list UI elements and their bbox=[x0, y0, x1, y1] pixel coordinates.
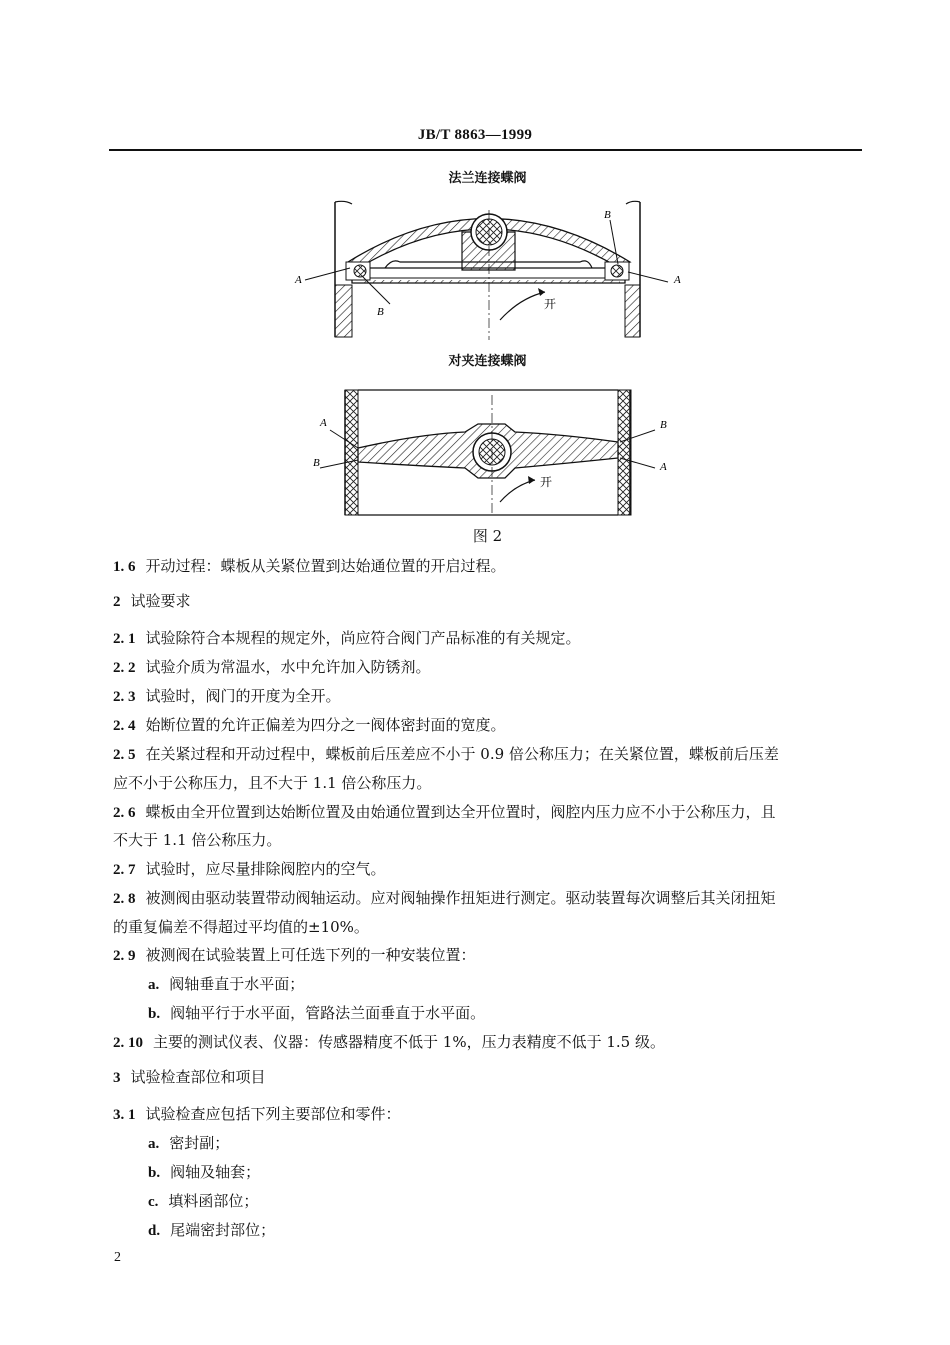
label-b-right: B bbox=[604, 209, 611, 221]
para-2-1: 2. 1 试验除符合本规程的规定外，尚应符合阀门产品标准的有关规定。 bbox=[113, 629, 581, 647]
label-open-wafer: 开 bbox=[540, 475, 553, 489]
para-2-4: 2. 4 始断位置的允许正偏差为四分之一阀体密封面的宽度。 bbox=[113, 716, 506, 734]
para-2-8: 2. 8 被测阀由驱动装置带动阀轴运动。应对阀轴操作扭矩进行测定。驱动装置每次调整后其关闭扭矩 bbox=[113, 889, 776, 907]
figure-title-wafer: 对夹连接蝶阀 bbox=[448, 354, 527, 369]
label-a-right: A bbox=[674, 274, 681, 286]
section-3-heading: 3 试验检查部位和项目 bbox=[113, 1068, 266, 1086]
label-a-wafer-left: A bbox=[320, 417, 327, 429]
para-3-1: 3. 1 试验检查应包括下列主要部位和零件： bbox=[113, 1105, 401, 1123]
para-3-1-d: d. 尾端密封部位； bbox=[148, 1221, 276, 1239]
para-3-1-c: c. 填料函部位； bbox=[148, 1192, 259, 1210]
para-2-9-a: a. 阀轴垂直于水平面； bbox=[148, 975, 305, 993]
label-open-flange: 开 bbox=[544, 297, 557, 311]
para-2-5-cont: 应不小于公称压力，且不大于 1.1 倍公称压力。 bbox=[113, 774, 432, 792]
para-2-5: 2. 5 在关紧过程和开动过程中，蝶板前后压差应不小于 0.9 倍公称压力；在关紧位置，蝶板前后压差 bbox=[113, 745, 779, 763]
wafer-valve-drawing bbox=[0, 380, 950, 525]
para-1-6: 1. 6 开动过程：蝶板从关紧位置到达始通位置的开启过程。 bbox=[113, 557, 506, 575]
label-a-left: A bbox=[295, 274, 302, 286]
label-a-wafer-right: A bbox=[660, 461, 667, 473]
label-b-wafer-left: B bbox=[313, 457, 320, 469]
para-2-2: 2. 2 试验介质为常温水，水中允许加入防锈剂。 bbox=[113, 658, 431, 676]
flange-valve-drawing bbox=[0, 180, 950, 350]
figure-title-flange: 法兰连接蝶阀 bbox=[448, 171, 527, 186]
para-2-8-cont: 的重复偏差不得超过平均值的±10%。 bbox=[113, 918, 369, 936]
para-2-6: 2. 6 蝶板由全开位置到达始断位置及由始通位置到达全开位置时，阀腔内压力应不小于公称压力，且 bbox=[113, 803, 776, 821]
para-2-3: 2. 3 试验时，阀门的开度为全开。 bbox=[113, 687, 341, 705]
para-2-9: 2. 9 被测阀在试验装置上可任选下列的一种安装位置： bbox=[113, 946, 476, 964]
figure-caption: 图 2 bbox=[472, 527, 503, 545]
header-rule bbox=[109, 149, 862, 151]
page-number: 2 bbox=[114, 1250, 121, 1265]
document-header: JB/T 8863—1999 bbox=[417, 127, 533, 143]
para-3-1-a: a. 密封副； bbox=[148, 1134, 230, 1152]
para-3-1-b: b. 阀轴及轴套； bbox=[148, 1163, 261, 1181]
label-b-wafer-right: B bbox=[660, 419, 667, 431]
label-b-left: B bbox=[377, 306, 384, 318]
para-2-9-b: b. 阀轴平行于水平面，管路法兰面垂直于水平面。 bbox=[148, 1004, 486, 1022]
section-2-heading: 2 试验要求 bbox=[113, 592, 191, 610]
para-2-6-cont: 不大于 1.1 倍公称压力。 bbox=[113, 831, 282, 849]
para-2-7: 2. 7 试验时，应尽量排除阀腔内的空气。 bbox=[113, 860, 386, 878]
para-2-10: 2. 10 主要的测试仪表、仪器：传感器精度不低于 1%，压力表精度不低于 1.5 级。 bbox=[113, 1033, 665, 1051]
